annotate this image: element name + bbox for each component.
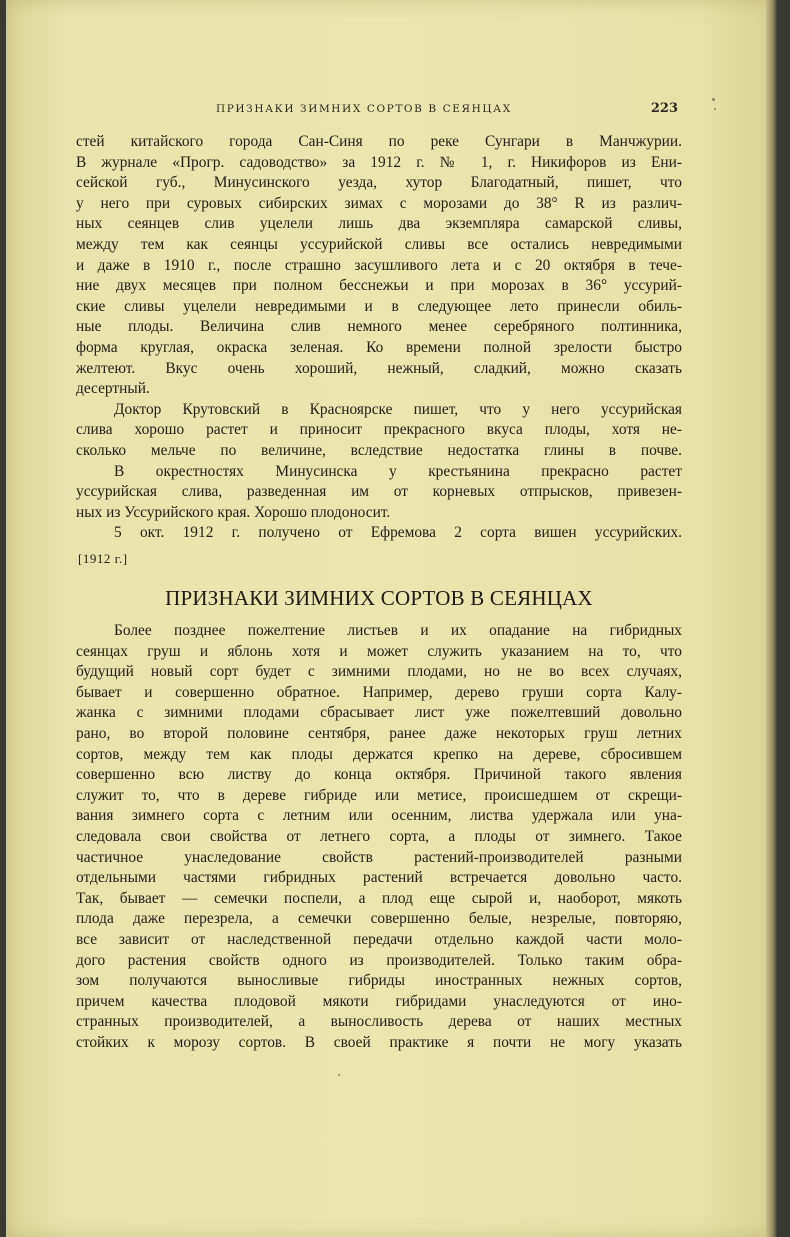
text-line: стей китайского города Сан-Синя по реке Сунгари в Манчжурии. — [76, 133, 682, 150]
section-heading: ПРИЗНАКИ ЗИМНИХ СОРТОВ В СЕЯНЦАХ — [165, 586, 593, 610]
text-line: плода даже перезрела, а семечки совершенно белые, незрелые, повторяю, — [76, 910, 682, 928]
text-line: Доктор Крутовский в Красноярске пишет, что у него уссурийская — [114, 400, 682, 418]
page-spine-edge — [766, 0, 778, 1237]
text-line: слива хорошо растет и приносит прекрасного вкуса плоды, хотя не- — [76, 421, 682, 439]
text-line: сеянцах груш и яблонь хотя и может служить указанием на то, что — [76, 642, 682, 660]
text-line: уссурийская слива, разведенная им от корневых отпрысков, привезен- — [76, 483, 682, 501]
text-line: форма круглая, окраска зеленая. Ко времени полной зрелости быстро — [76, 338, 682, 356]
text-line: частичное унаследование свойств растений-производителей разными — [76, 848, 682, 866]
text-line: зом получаются выносливые гибриды иностранных нежных сортов, — [76, 972, 682, 990]
text-line: следовала свои свойства от летнего сорта, а плоды от зимнего. Такое — [76, 827, 682, 845]
date-note: [1912 г.] — [78, 551, 128, 566]
text-line: странных производителей, а выносливость дерева от наших местных — [76, 1013, 682, 1031]
text-line: и даже в 1910 г., после страшно засушливого лета и с 20 октября в тече- — [76, 256, 682, 274]
text-line: ные плоды. Величина слив немного менее серебряного полтинника, — [76, 318, 682, 336]
text-line: 5 окт. 1912 г. получено от Ефремова 2 сорта вишен уссурийских. — [114, 524, 682, 542]
text-line: будущий новый сорт будет с зимними плодами, но не во всех случаях, — [76, 663, 682, 681]
paper-speck — [714, 108, 716, 110]
text-line: ных из Уссурийского края. Хорошо плодоносит. — [76, 503, 391, 521]
text-line: совершенно всю листву до конца октября. Причиной такого явления — [76, 766, 682, 784]
text-line: В окрестностях Минусинска у крестьянина прекрасно растет — [114, 462, 682, 480]
text-line: сортов, между тем как плоды держатся крепко на дереве, сбросившем — [76, 745, 682, 763]
text-line: сколько мельче по величине, вследствие недостатка глины в почве. — [76, 441, 682, 459]
paper-speck — [338, 1074, 340, 1076]
text-line: бывает и совершенно обратное. Например, дерево груши сорта Калу- — [76, 683, 682, 701]
text-line: отдельными частями гибридных растений встречается довольно часто. — [76, 869, 682, 887]
text-line: ские сливы уцелели невредимыми и в следующее лето принесли обиль- — [76, 297, 682, 315]
running-head — [66, 101, 678, 121]
text-line: сейской губ., Минусинского уезда, хутор Благодатный, пишет, что — [76, 174, 682, 192]
text-line: дого растения свойств одного из производителей. Только таким обра- — [76, 951, 682, 969]
text-line: между тем как сеянцы уссурийской сливы все остались невредимыми — [76, 235, 682, 253]
text-line: вания зимнего сорта с летним или осенним, листва удержала или уна- — [76, 807, 682, 825]
text-line: причем качества плодовой мякоти гибридами унаследуются от ино- — [76, 992, 682, 1010]
text-line: желтеют. Вкус очень хороший, нежный, сладкий, можно сказать — [76, 359, 682, 377]
paper-speck — [712, 98, 715, 101]
text-line: все зависит от наследственной передачи отдельно каждой части моло- — [76, 930, 682, 948]
continuation-text — [76, 132, 682, 544]
text-line: жанка с зимними плодами сбрасывает лист уже пожелтевший довольно — [76, 704, 682, 722]
text-line: В журнале «Прогр. садоводство» за 1912 г. № 1, г. Никифоров из Ени- — [76, 153, 682, 171]
text-line: стойких к морозу сортов. В своей практике я почти не могу указать — [76, 1033, 682, 1051]
text-line: ных сеянцев слив уцелели лишь два экземпляра самарской сливы, — [76, 215, 682, 233]
text-line: служит то, что в дереве гибриде или метисе, происшедшем от скрещи- — [76, 786, 682, 804]
text-line: рано, во второй половине сентября, ранее даже некоторых груш летних — [76, 724, 682, 742]
text-line: десертный. — [76, 380, 150, 398]
text-line: Так, бывает — семечки поспели, а плод еще сырой и, наоборот, мякоть — [76, 889, 682, 907]
text-line: ние двух месяцев при полном бесснежьи и при морозах в 36° уссурий- — [76, 277, 682, 295]
running-head-title: ПРИЗНАКИ ЗИМНИХ СОРТОВ В СЕЯНЦАХ — [216, 103, 512, 115]
page-number: 223 — [650, 101, 678, 116]
text-line: Более позднее пожелтение листьев и их опадание на гибридных — [114, 622, 682, 639]
section-text — [76, 621, 682, 1053]
text-line: у него при суровых сибирских зимах с морозами до 38° R из различ- — [76, 194, 682, 212]
